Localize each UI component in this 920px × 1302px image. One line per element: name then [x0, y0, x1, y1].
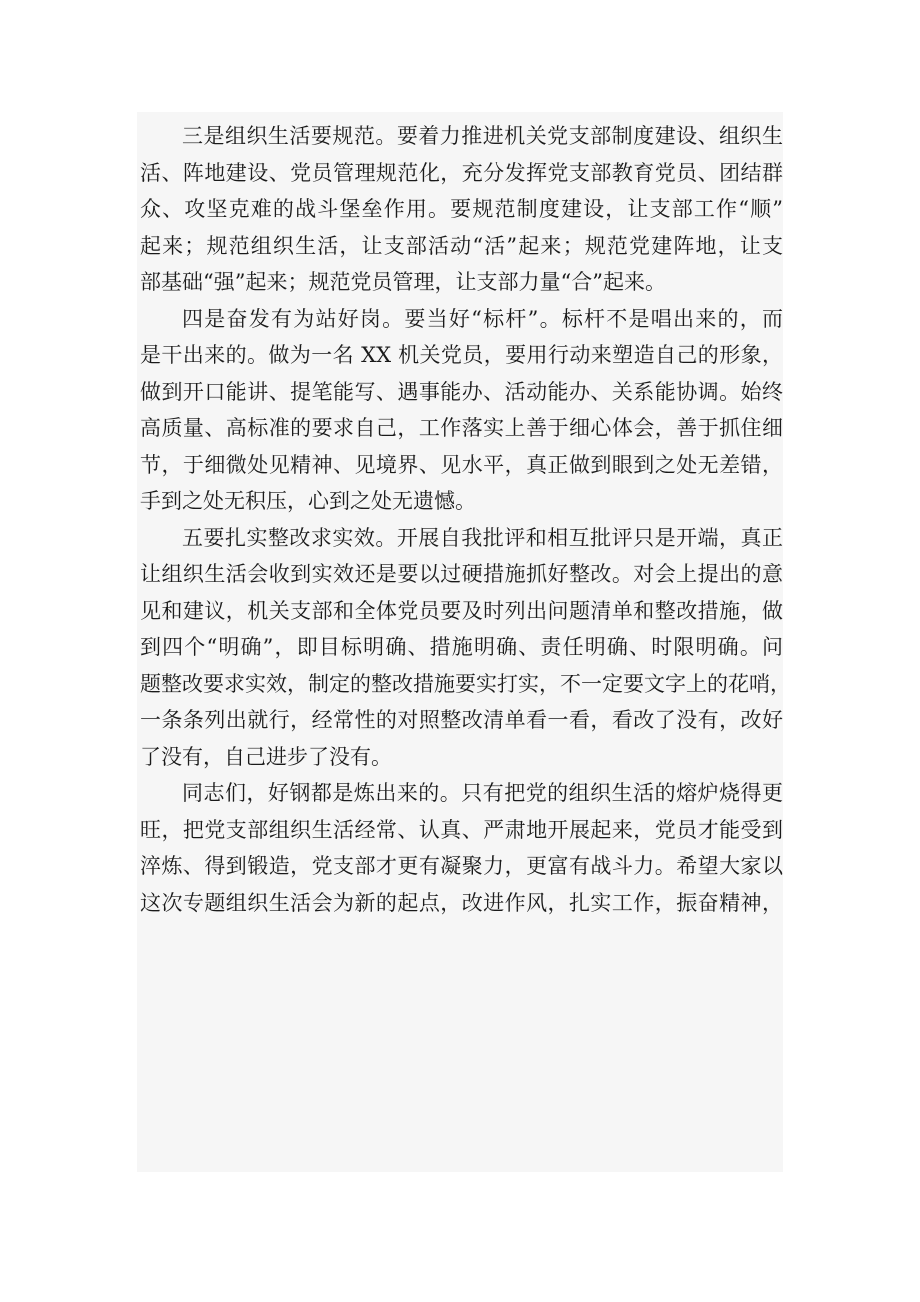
- text-line: 这次专题组织生活会为新的起点，改进作风，扎实工作，振奋精神，: [140, 890, 783, 915]
- text-line: 一条条列出就行，经常性的对照整改清单看一看，看改了没有，改好: [140, 708, 783, 732]
- paragraph-2: [140, 301, 783, 520]
- text-line: 旺，把党支部组织生活经常、认真、严肃地开展起来，党员才能受到: [140, 817, 783, 842]
- document-text: [140, 118, 791, 921]
- text-line: 做到开口能讲、提笔能写、遇事能办、活动能办、关系能协调。始终: [140, 379, 783, 404]
- text-line: 节，于细微处见精神、见境界、见水平，真正做到眼到之处无差错，: [140, 452, 783, 477]
- text-line: 同志们，好钢都是炼出来的。只有把党的组织生活的熔炉烧得更: [182, 781, 783, 805]
- text-line: 让组织生活会收到实效还是要以过硬措施抓好整改。对会上提出的意: [140, 562, 783, 586]
- text-line: 手到之处无积压，心到之处无遗憾。: [140, 489, 476, 513]
- text-line: 了没有，自己进步了没有。: [140, 744, 392, 769]
- text-line: 活、阵地建设、党员管理规范化，充分发挥党支部教育党员、团结群: [140, 160, 783, 185]
- text-line: 是干出来的。做为一名 XX 机关党员，要用行动来塑造自己的形象，: [140, 343, 783, 367]
- paragraph-4: [140, 775, 783, 921]
- paragraph-3: [140, 520, 791, 776]
- text-line: 淬炼、得到锻造，党支部才更有凝聚力，更富有战斗力。希望大家以: [140, 854, 783, 878]
- text-line: 题整改要求实效，制定的整改措施要实打实，不一定要文字上的花哨，: [140, 671, 791, 696]
- text-line: 部基础“强”起来；规范党员管理，让支部力量“合”起来。: [140, 270, 666, 294]
- paragraph-1: [140, 118, 783, 301]
- text-line: 到四个“明确”，即目标明确、措施明确、责任明确、时限明确。问: [140, 635, 783, 659]
- text-line: 高质量、高标准的要求自己，工作落实上善于细心体会，善于抓住细: [140, 416, 783, 440]
- text-line: 起来；规范组织生活，让支部活动“活”起来；规范党建阵地，让支: [140, 233, 783, 258]
- text-line: 众、攻坚克难的战斗堡垒作用。要规范制度建设，让支部工作“顺”: [140, 197, 783, 221]
- text-line: 四是奋发有为站好岗。要当好“标杆”。标杆不是唱出来的，而: [182, 306, 783, 331]
- text-line: 三是组织生活要规范。要着力推进机关党支部制度建设、组织生: [182, 124, 783, 148]
- text-line: 五要扎实整改求实效。开展自我批评和相互批评只是开端，真正: [182, 525, 783, 550]
- text-line: 见和建议，机关支部和全体党员要及时列出问题清单和整改措施，做: [140, 598, 783, 623]
